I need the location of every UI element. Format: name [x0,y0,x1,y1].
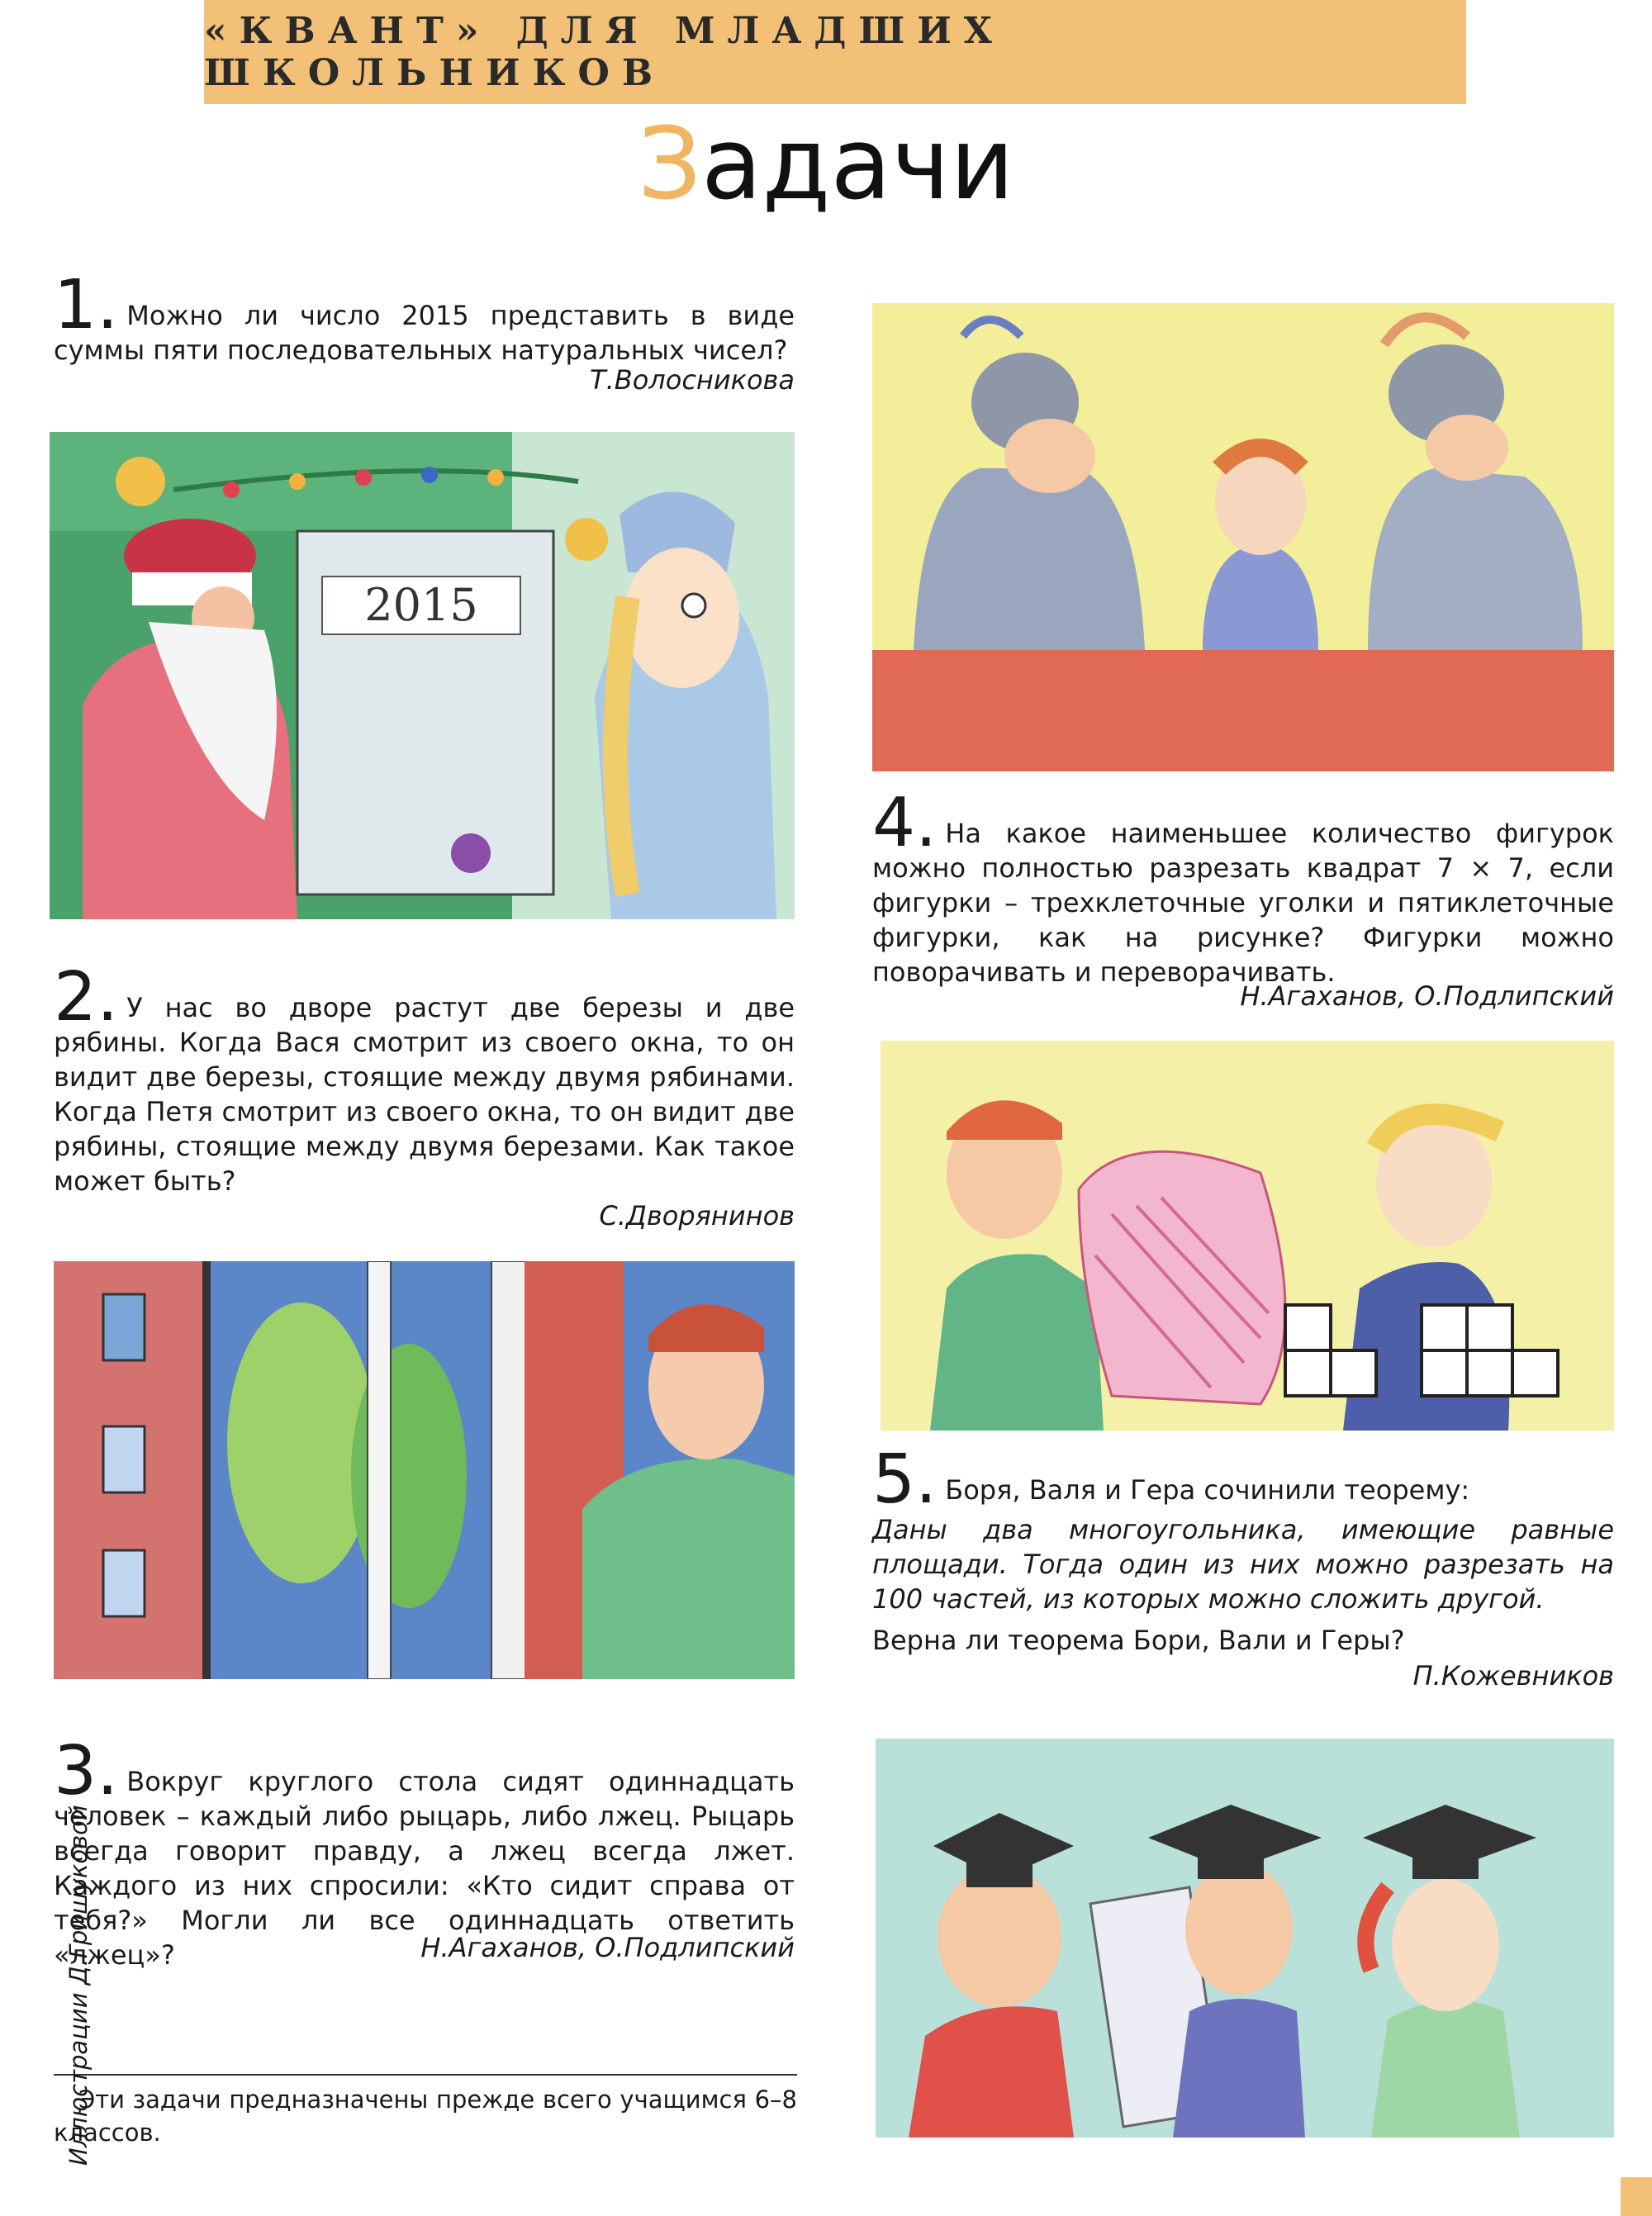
problem-text: Вокруг круглого стола сидят одиннадцать человек – каждый либо рыцарь, либо лжец. Рыцарь всегда говорит правду, а лжец всегда лжет. Каждого из них спросили: «Кто сидит справа от тебя?» Могли ли все одиннадцать ответить «лжец»? [54,1766,795,1971]
illustration-graduates [876,1739,1614,2138]
illustration-credit: Иллюстрации Д.Гришуковой [64,1805,93,2166]
problem-number: 3. [54,1732,119,1810]
footnote-divider [54,2074,797,2076]
problem-number: 5. [872,1440,938,1519]
problem-number: 4. [872,784,938,862]
illustration-new-year [50,432,795,919]
problem-1 [54,266,795,368]
problem-author: Н.Агаханов, О.Подлипский [1240,980,1614,1012]
illustration-knights [872,303,1614,771]
problem-number: 2. [54,958,119,1037]
page-corner-tab [1621,2177,1652,2216]
problem-4 [872,784,1614,989]
problem-text: Можно ли число 2015 представить в виде суммы пяти последовательных натуральных чисел? [54,300,795,366]
footnote: Эти задачи предназначены прежде всего учащимся 6–8 классов. [54,2086,797,2147]
theorem-text: Даны два многоугольника, имеющие равные площади. Тогда один из них можно разрезать на 100 частей, из которых можно сложить другой. [872,1514,1614,1615]
problem-text: У нас во дворе растут две березы и две рябины. Когда Вася смотрит из своего окна, то он видит две березы, стоящие между двумя рябинами. Когда Петя смотрит из своего окна, то он видит две рябины, стоящие между двумя березами. Как такое может быть? [54,992,795,1197]
problem-author: С.Дворянинов [599,1200,795,1231]
banner-text: «КВАНТ» ДЛЯ МЛАДШИХ ШКОЛЬНИКОВ [204,10,1004,94]
illustration-window-trees [54,1261,795,1679]
problem-5 [872,1440,1614,1658]
problem-author: Т.Волосникова [590,364,795,396]
problem-question: Верна ли теорема Бори, Вали и Геры? [872,1625,1405,1656]
problem-text: Боря, Валя и Гера сочинили теорему: [945,1474,1470,1506]
problem-text: На какое наименьшее количество фигурок можно полностью разрезать квадрат 7 × 7, если фигурки – трехклеточные уголки и пятиклеточные фигурки, как на рисунке? Фигурки можно поворачивать и переворачивать. [872,818,1614,988]
title-first-letter: З [638,107,701,222]
calendar-text: 2015 [364,579,478,631]
problem-number: 1. [54,266,119,344]
problem-author: П.Кожевников [1412,1660,1614,1692]
section-banner [204,0,1466,104]
problem-author: Н.Агаханов, О.Подлипский [420,1932,795,1963]
page-title [0,107,1652,223]
title-rest: адачи [701,107,1014,222]
problem-2 [54,958,795,1198]
illustration-cutting [881,1041,1614,1431]
